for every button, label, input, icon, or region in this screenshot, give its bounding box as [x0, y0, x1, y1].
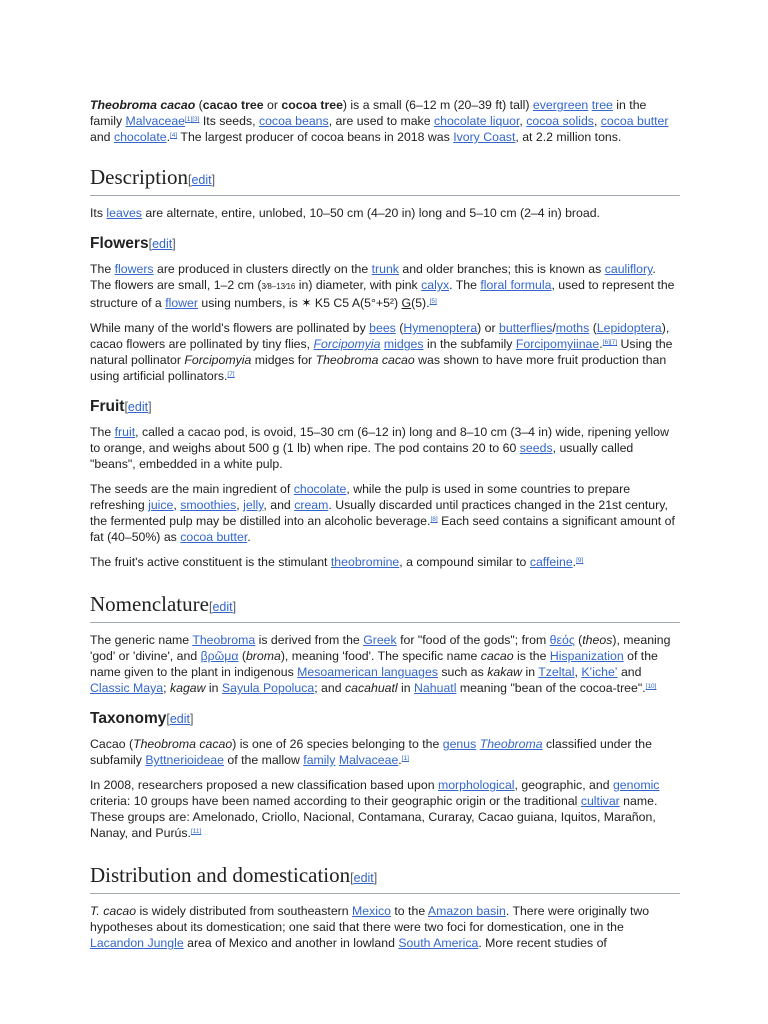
flowers-paragraph — [90, 320, 680, 384]
wiki-link[interactable]: cultivar — [580, 794, 620, 808]
text-run: , geographic, and — [514, 778, 613, 792]
edit-link[interactable]: edit — [169, 712, 191, 726]
text-run: is derived from the — [255, 633, 364, 647]
text-run: . The — [449, 278, 481, 292]
text-run: name. These groups are: Amelonado, Criollo, Nacional, Contamana, Curaray, Cacao guiana, Iquitos, Marañon, Nanay, and Purús. — [90, 794, 658, 840]
heading-text: Taxonomy — [90, 710, 167, 727]
text-run: , at 2.2 million tons. — [515, 130, 622, 144]
wiki-link[interactable]: cauliflory — [604, 262, 653, 276]
text-run: Theobroma cacao — [90, 98, 196, 112]
flowers-paragraph — [90, 261, 680, 311]
wiki-link[interactable]: seeds — [519, 441, 553, 455]
text-run: , usually called "beans", embedded in a white pulp. — [90, 441, 634, 471]
wiki-link[interactable]: calyx — [421, 278, 450, 292]
edit-link[interactable]: edit — [191, 173, 212, 187]
edit-section-link: [edit] — [187, 173, 216, 187]
text-run: cacao tree — [202, 98, 264, 112]
text-run: classified under the subfamily — [90, 737, 652, 767]
wiki-link[interactable]: smoothies — [180, 498, 237, 512]
text-run: . — [166, 130, 170, 144]
text-run: , — [574, 665, 582, 679]
edit-section-link: [edit] — [208, 600, 237, 614]
heading-text: Fruit — [90, 398, 125, 415]
description-paragraph — [90, 205, 680, 221]
text-run: Theobroma cacao — [133, 737, 233, 751]
text-run: Its — [90, 206, 107, 220]
article-body — [90, 97, 680, 960]
wiki-link[interactable]: Hispanization — [549, 649, 624, 663]
text-run: . Usually discarded until practices changed in the 21st century, the fermented pulp may be distilled into an alcoholic beverage. — [90, 498, 668, 528]
edit-link[interactable]: edit — [353, 871, 374, 885]
text-run: ( — [395, 321, 404, 335]
text-run: . — [572, 555, 577, 569]
wiki-link[interactable]: Mesoamerican languages — [297, 665, 438, 679]
distribution-paragraph — [90, 903, 680, 951]
wiki-link[interactable]: Forcipomyiinae — [515, 337, 600, 351]
section-heading-description — [90, 164, 680, 196]
text-run: , and — [263, 498, 295, 512]
text-run: of the mallow — [223, 753, 304, 767]
edit-link[interactable]: edit — [152, 237, 173, 251]
text-run: in the subfamily — [423, 337, 516, 351]
text-run: The generic name — [90, 633, 193, 647]
wiki-link[interactable]: cream — [294, 498, 329, 512]
text-run: . More recent studies of — [478, 936, 607, 950]
text-run: T. cacao — [90, 904, 137, 918]
wiki-link[interactable]: βρῶμα — [200, 649, 239, 663]
text-run: G — [401, 296, 412, 310]
wiki-link[interactable]: tree — [591, 98, 613, 112]
text-run: kagaw — [169, 681, 206, 695]
citation-ref[interactable]: [7] — [227, 371, 235, 378]
text-run: broma — [245, 649, 281, 663]
citation-ref[interactable]: [8] — [430, 516, 438, 523]
wiki-link[interactable]: chocolate liquor — [433, 114, 520, 128]
taxonomy-paragraph — [90, 736, 680, 768]
text-run: (5). — [411, 296, 430, 310]
wiki-link[interactable]: cocoa solids — [526, 114, 594, 128]
text-run: and older branches; this is known as — [398, 262, 605, 276]
wiki-link[interactable]: trunk — [371, 262, 399, 276]
text-run: ) is a small (6–12 m (20–39 ft) tall) — [342, 98, 533, 112]
text-run: of the name given to the plant in indigenous — [90, 649, 658, 679]
wiki-link[interactable]: Tzeltal — [538, 665, 575, 679]
wiki-link[interactable]: genus — [442, 737, 477, 751]
text-run: ), meaning 'food'. The specific name — [280, 649, 481, 663]
text-run: in — [205, 681, 222, 695]
text-run: Cacao ( — [90, 737, 134, 751]
text-run: are alternate, entire, unlobed, 10–50 cm (4–20 in) long and 5–10 cm (2–4 in) broad. — [141, 206, 600, 220]
citation-ref[interactable]: [4] — [170, 132, 178, 139]
text-run: midges for — [251, 353, 316, 367]
fruit-paragraph — [90, 424, 680, 472]
text-run: or — [263, 98, 282, 112]
text-run: area of Mexico and another in lowland — [183, 936, 399, 950]
citation-ref[interactable]: [1][3] — [185, 116, 200, 123]
wiki-link[interactable]: floral formula — [480, 278, 552, 292]
wiki-link[interactable]: morphological — [437, 778, 515, 792]
edit-section-link: [edit] — [166, 712, 194, 726]
text-run: . — [247, 530, 251, 544]
wiki-link[interactable]: family — [303, 753, 336, 767]
text-run: Its seeds, — [199, 114, 259, 128]
wiki-link[interactable]: cocoa butter — [180, 530, 248, 544]
text-run: , — [173, 498, 181, 512]
text-run: The — [90, 425, 115, 439]
text-run: in) diameter, with pink — [295, 278, 422, 292]
section-heading-flowers — [90, 233, 680, 255]
wiki-link[interactable]: Theobroma — [479, 737, 543, 751]
wiki-link[interactable]: evergreen — [532, 98, 589, 112]
text-run: are produced in clusters directly on the — [153, 262, 372, 276]
text-run: , are used to make — [328, 114, 434, 128]
wiki-link[interactable]: South America — [398, 936, 479, 950]
text-run: is widely distributed from southeastern — [136, 904, 353, 918]
text-run: , called a cacao pod, is ovoid, 15–30 cm (6–12 in) long and 8–10 cm (3–4 in) wide, ripening yellow to orange, and weighs about 500 g (1 lb) when ripe. The pod contains 20 to 60 — [90, 425, 669, 455]
wiki-link[interactable]: Mexico — [352, 904, 391, 918]
text-run: in — [397, 681, 415, 695]
edit-section-link: [edit] — [350, 871, 378, 885]
edit-section-link: [edit] — [148, 237, 176, 251]
section-heading-distribution — [90, 862, 680, 894]
fraction-text: 3⁄8–13⁄16 — [261, 282, 296, 291]
wiki-link[interactable]: Forcipomyia — [313, 337, 381, 351]
text-run: and — [90, 130, 114, 144]
text-run: for "food of the gods"; from — [396, 633, 550, 647]
heading-text: Description — [90, 165, 188, 189]
intro-paragraph — [90, 97, 680, 145]
text-run: The fruit's active constituent is the stimulant — [90, 555, 331, 569]
wiki-link[interactable]: midges — [383, 337, 424, 351]
text-run: ( — [589, 321, 597, 335]
text-run: criteria: 10 groups have been named according to their geographic origin or the traditional — [90, 794, 581, 808]
nomenclature-paragraph — [90, 632, 680, 696]
wiki-link[interactable]: leaves — [106, 206, 142, 220]
edit-link[interactable]: edit — [127, 400, 149, 414]
citation-ref[interactable]: [1] — [401, 755, 409, 762]
wiki-link[interactable]: genomic — [612, 778, 660, 792]
text-run: is the — [513, 649, 550, 663]
wiki-link[interactable]: cocoa beans — [258, 114, 329, 128]
text-run: cacahuatl — [345, 681, 398, 695]
text-run: The — [90, 262, 115, 276]
wiki-link[interactable]: theobromine — [330, 555, 400, 569]
wiki-link[interactable]: flowers — [114, 262, 154, 276]
text-run: ; and — [314, 681, 345, 695]
wiki-link[interactable]: bees — [369, 321, 396, 335]
wiki-link[interactable]: θεός — [549, 633, 575, 647]
text-run: was shown to have more fruit production than using artificial pollinators. — [90, 353, 667, 383]
text-run: ), meaning 'god' or 'divine', and — [90, 633, 671, 663]
wiki-link[interactable]: Malvaceae — [338, 753, 399, 767]
wiki-link[interactable]: butterflies — [499, 321, 553, 335]
wiki-link[interactable]: Sayula Popoluca — [221, 681, 315, 695]
wiki-link[interactable]: juice — [148, 498, 174, 512]
edit-link[interactable]: edit — [212, 600, 233, 614]
wiki-link[interactable]: Nahuatl — [414, 681, 457, 695]
edit-section-link: [edit] — [124, 400, 152, 414]
text-run: theos — [582, 633, 613, 647]
text-run: Using the natural pollinator — [90, 337, 673, 367]
text-run: The largest producer of cocoa beans in 2018 was — [177, 130, 454, 144]
section-heading-nomenclature — [90, 591, 680, 623]
text-run: . — [398, 753, 402, 767]
text-run: . — [599, 337, 603, 351]
wiki-link[interactable]: Theobroma — [192, 633, 256, 647]
heading-text: Flowers — [90, 235, 149, 252]
text-run: , while the pulp is used in some countries to prepare refreshing — [90, 482, 631, 512]
text-run: meaning "bean of the cocoa-tree". — [456, 681, 646, 695]
citation-ref[interactable]: [10] — [645, 683, 657, 690]
text-run: , used to represent the structure of a — [90, 278, 675, 310]
text-run: cocoa tree — [281, 98, 343, 112]
wiki-link[interactable]: chocolate — [113, 130, 167, 144]
citation-ref[interactable]: [9] — [576, 557, 584, 564]
text-run: . There were originally two hypotheses about its domestication; one said that there were two foci for domestication, one in the — [90, 904, 650, 934]
section-heading-taxonomy — [90, 708, 680, 730]
wiki-link[interactable]: cocoa butter — [600, 114, 669, 128]
wiki-link[interactable]: Lepidoptera — [596, 321, 662, 335]
text-run: such as — [437, 665, 488, 679]
fruit-paragraph — [90, 481, 680, 545]
text-run: In 2008, researchers proposed a new classification based upon — [90, 778, 438, 792]
wiki-link[interactable]: Kʼicheʼ — [581, 665, 618, 679]
text-run: kakaw — [487, 665, 523, 679]
text-run: to the — [390, 904, 428, 918]
wiki-link[interactable]: caffeine — [529, 555, 573, 569]
text-run: . The flowers are small, 1–2 cm ( — [90, 262, 656, 292]
text-run: Each seed contains a significant amount of fat (40–50%) as — [90, 514, 675, 544]
text-run: While many of the world's flowers are pollinated by — [90, 321, 370, 335]
text-run: and — [617, 665, 642, 679]
text-run: ; — [163, 681, 170, 695]
fruit-paragraph — [90, 554, 680, 570]
wiki-link[interactable]: Byttnerioideae — [145, 753, 224, 767]
citation-ref[interactable]: [6][7] — [602, 339, 618, 346]
text-run: Forcipomyia — [184, 353, 252, 367]
text-run: ) or — [477, 321, 500, 335]
wiki-link[interactable]: Lacandon Jungle — [90, 936, 184, 950]
text-run: ( — [238, 649, 246, 663]
text-run: Theobroma cacao — [315, 353, 415, 367]
citation-ref[interactable]: [5] — [429, 298, 437, 305]
text-run: / — [552, 321, 556, 335]
wiki-link[interactable]: Hymenoptera — [403, 321, 478, 335]
text-run: , a compound similar to — [399, 555, 530, 569]
text-run: , — [519, 114, 527, 128]
text-run: in — [522, 665, 539, 679]
text-run: using numbers, is ✶ K5 C5 A(5°+5²) — [198, 296, 402, 310]
wiki-link[interactable]: chocolate — [293, 482, 347, 496]
text-run: , — [593, 114, 601, 128]
wiki-link[interactable]: Greek — [363, 633, 397, 647]
text-run: ( — [574, 633, 583, 647]
section-heading-fruit — [90, 396, 680, 418]
text-run: cacao — [480, 649, 514, 663]
text-run: The seeds are the main ingredient of — [90, 482, 294, 496]
text-run: ), cacao flowers are pollinated by tiny flies, — [90, 321, 670, 351]
text-run: ) is one of 26 species belonging to the — [232, 737, 443, 751]
heading-text: Distribution and domestication — [90, 863, 351, 887]
wiki-link[interactable]: Malvaceae — [125, 114, 185, 128]
citation-ref[interactable]: [11] — [190, 828, 202, 835]
text-run: ( — [195, 98, 203, 112]
wiki-link[interactable]: flower — [165, 296, 198, 310]
text-run: in the family — [90, 98, 647, 128]
wiki-link[interactable]: Classic Maya — [90, 681, 164, 695]
text-run: , — [236, 498, 244, 512]
wiki-link[interactable]: Amazon basin — [427, 904, 506, 918]
wiki-link[interactable]: fruit — [114, 425, 136, 439]
taxonomy-paragraph — [90, 777, 680, 841]
wiki-link[interactable]: Ivory Coast — [453, 130, 516, 144]
wiki-link[interactable]: moths — [555, 321, 590, 335]
wiki-link[interactable]: jelly — [243, 498, 264, 512]
heading-text: Nomenclature — [90, 592, 209, 616]
